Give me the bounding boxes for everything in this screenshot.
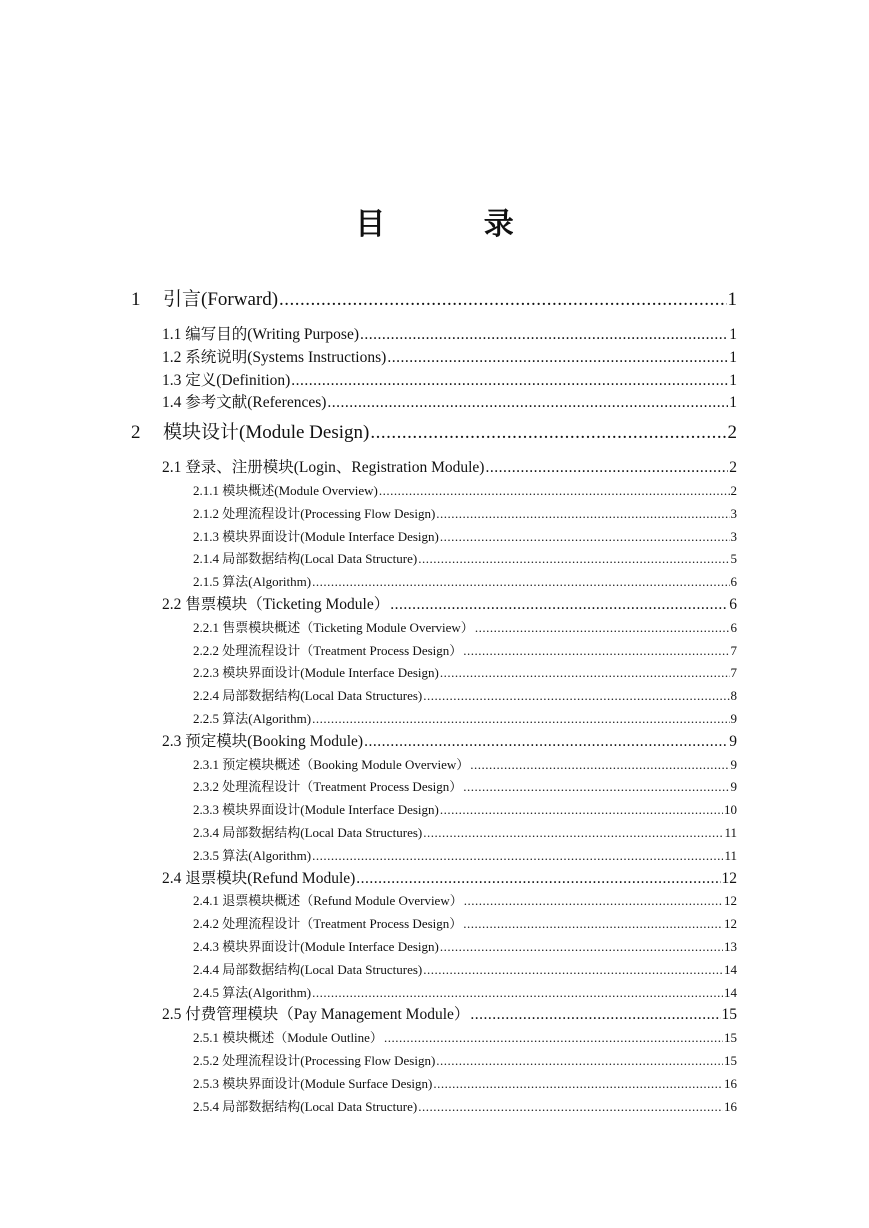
toc-entry[interactable] [193, 799, 737, 822]
toc-entry-label [193, 526, 439, 549]
toc-entry[interactable] [193, 480, 737, 503]
toc-entry-title: 2.5.3 模块界面设计(Module Surface Design) [193, 1075, 433, 1091]
toc-page-number: 15 [724, 1052, 737, 1068]
toc-entry-label [193, 799, 439, 822]
toc-page-number: 14 [724, 961, 737, 977]
toc-page-number: 1 [727, 289, 737, 310]
toc-page-number: 11 [724, 847, 737, 863]
toc-entry-title: 2.2.2 处理流程设计（Treatment Process Design） [193, 642, 463, 658]
toc-page-number: 2 [730, 482, 737, 498]
toc-dot-leader [463, 640, 729, 663]
toc-entry[interactable] [193, 1073, 737, 1096]
toc-page-number: 12 [724, 916, 737, 932]
toc-entry-title: 2.2.3 模块界面设计(Module Interface Design) [193, 665, 439, 681]
toc-page-number: 5 [730, 551, 737, 567]
toc-dot-leader [436, 1050, 723, 1073]
toc-entry[interactable] [193, 662, 737, 685]
toc-entry-title: 2.1.3 模块界面设计(Module Interface Design) [193, 528, 439, 544]
toc-entry-title: 2.5.1 模块概述（Module Outline） [193, 1030, 383, 1046]
toc-entry[interactable] [193, 1096, 737, 1119]
toc-entry-title: 2.4.4 局部数据结构(Local Data Structures) [193, 961, 423, 977]
toc-dot-leader [475, 617, 730, 640]
toc-dot-leader [433, 1073, 723, 1096]
toc-page-number: 3 [730, 528, 737, 544]
toc-page-number: 11 [724, 824, 737, 840]
toc-entry-label [193, 754, 469, 777]
toc-dot-leader [312, 982, 723, 1005]
toc-dot-leader [436, 503, 729, 526]
toc-entry[interactable] [193, 936, 737, 959]
toc-dot-leader [485, 457, 728, 480]
toc-dot-leader [291, 370, 728, 393]
toc-dot-leader [423, 959, 723, 982]
toc-dot-leader [418, 1096, 723, 1119]
toc-page-number: 16 [724, 1098, 737, 1114]
toc-entry-title: 2.1.1 模块概述(Module Overview) [193, 482, 378, 498]
toc-page-number: 9 [730, 779, 737, 795]
toc-page-number: 15 [724, 1030, 737, 1046]
toc-entry-label [193, 776, 462, 799]
toc-entry-title: 1.4 参考文献(References) [162, 394, 327, 412]
toc-dot-leader [312, 571, 729, 594]
toc-entry-label [162, 868, 355, 891]
toc-dot-leader [464, 890, 723, 913]
toc-page-number: 2 [727, 422, 737, 444]
toc-entry-title: 2.4.5 算法(Algorithm) [193, 984, 312, 1000]
toc-dot-leader [470, 1004, 720, 1027]
toc-page-number: 8 [730, 688, 737, 704]
toc-entry-title: 2.1.5 算法(Algorithm) [193, 574, 312, 590]
toc-dot-leader [356, 868, 720, 891]
toc-entry-title: 2.2.1 售票模块概述（Ticketing Module Overview） [193, 619, 474, 635]
toc-page-number: 9 [729, 732, 737, 750]
toc-entry-label [193, 503, 435, 526]
toc-dot-leader [312, 845, 723, 868]
toc-entry[interactable] [162, 347, 737, 370]
toc-entry-label [162, 1004, 469, 1027]
toc-entry-title: 2.5 付费管理模块（Pay Management Module） [162, 1006, 470, 1024]
toc-entry-title: 2.3 预定模块(Booking Module) [162, 732, 364, 750]
toc-title: 目 录 [355, 207, 558, 242]
toc-page-number: 1 [729, 371, 737, 389]
toc-entry-title: 2.2.5 算法(Algorithm) [193, 710, 312, 726]
toc-entry[interactable] [162, 324, 737, 347]
toc-dot-leader [364, 731, 728, 754]
toc-entry-title: 2.3.4 局部数据结构(Local Data Structures) [193, 824, 423, 840]
toc-dot-leader [387, 347, 728, 370]
toc-entry-title: 2.3.5 算法(Algorithm) [193, 847, 312, 863]
toc-entry-label [162, 347, 386, 370]
toc-dot-leader [379, 480, 730, 503]
toc-entry-title: 模块设计(Module Design) [163, 422, 370, 444]
toc-entry-title: 1.3 定义(Definition) [162, 371, 291, 389]
toc-entry-title: 2.1.2 处理流程设计(Processing Flow Design) [193, 505, 436, 521]
toc-entry[interactable] [193, 822, 737, 845]
toc-entry[interactable] [193, 754, 737, 777]
toc-page-number: 9 [730, 710, 737, 726]
toc-entry-label [193, 685, 422, 708]
toc-entry-title: 2.3.2 处理流程设计（Treatment Process Design） [193, 779, 463, 795]
toc-entry-label [193, 913, 462, 936]
toc-page-number: 1 [729, 348, 737, 366]
toc-page-number: 3 [730, 505, 737, 521]
toc-entry-label [162, 370, 290, 393]
toc-entry-label [193, 1050, 435, 1073]
toc-dot-leader [423, 822, 723, 845]
toc-entry-label [193, 959, 422, 982]
toc-entry[interactable] [162, 370, 737, 393]
toc-page-number: 7 [730, 665, 737, 681]
toc-entry-label [193, 480, 378, 503]
toc-entry-number: 1 [131, 289, 141, 310]
toc-entry-label [162, 731, 363, 754]
toc-entry[interactable] [193, 959, 737, 982]
toc-page-number: 1 [729, 394, 737, 412]
toc-entry[interactable] [162, 457, 737, 480]
toc-entry-title: 2.3.1 预定模块概述（Booking Module Overview） [193, 756, 470, 772]
toc-entry[interactable] [193, 640, 737, 663]
toc-entry[interactable] [193, 982, 737, 1005]
toc-page-number: 10 [724, 802, 737, 818]
toc-page-number: 9 [730, 756, 737, 772]
toc-page-number: 6 [730, 619, 737, 635]
toc-entry-title: 2.5.4 局部数据结构(Local Data Structure) [193, 1098, 418, 1114]
toc-entry[interactable] [193, 571, 737, 594]
toc-entry-label [193, 708, 311, 731]
table-of-contents [0, 286, 869, 1118]
toc-entry-title: 2.1 登录、注册模块(Login、Registration Module) [162, 459, 485, 477]
toc-entry-label [193, 617, 474, 640]
toc-entry[interactable] [162, 868, 737, 891]
toc-entry-title: 1.1 编写目的(Writing Purpose) [162, 326, 359, 343]
toc-entry[interactable] [162, 392, 737, 415]
toc-entry-label [131, 286, 278, 314]
toc-entry-label [193, 845, 311, 868]
toc-dot-leader [370, 419, 726, 447]
toc-entry-label [193, 548, 417, 571]
toc-page-number: 15 [721, 1006, 737, 1024]
toc-entry-label [162, 594, 389, 617]
toc-dot-leader [279, 286, 726, 314]
toc-page-number: 7 [730, 642, 737, 658]
toc-dot-leader [463, 913, 723, 936]
toc-entry[interactable] [193, 913, 737, 936]
toc-dot-leader [360, 324, 728, 347]
toc-entry-label [162, 457, 484, 480]
toc-entry[interactable] [193, 1050, 737, 1073]
toc-dot-leader [327, 392, 728, 415]
toc-page-number: 12 [724, 893, 737, 909]
toc-entry[interactable] [162, 594, 737, 617]
toc-dot-leader [384, 1027, 723, 1050]
toc-entry-title: 2.3.3 模块界面设计(Module Interface Design) [193, 802, 439, 818]
toc-entry-label [193, 890, 463, 913]
toc-entry-label [193, 1073, 432, 1096]
toc-entry-label [131, 419, 369, 447]
toc-entry[interactable] [193, 708, 737, 731]
toc-entry-title: 2.1.4 局部数据结构(Local Data Structure) [193, 551, 418, 567]
toc-entry-title: 2.4 退票模块(Refund Module) [162, 869, 356, 887]
toc-entry-label [193, 822, 422, 845]
toc-entry[interactable] [193, 845, 737, 868]
toc-entry-title: 2.2 售票模块（Ticketing Module） [162, 595, 390, 613]
toc-dot-leader [423, 685, 729, 708]
toc-entry-label [193, 936, 439, 959]
toc-entry[interactable] [131, 419, 737, 455]
toc-page-number: 12 [721, 869, 737, 887]
toc-dot-leader [440, 799, 723, 822]
toc-entry-title: 2.4.1 退票模块概述（Refund Module Overview） [193, 893, 463, 909]
toc-entry-title: 2.2.4 局部数据结构(Local Data Structures) [193, 688, 423, 704]
toc-dot-leader [440, 662, 730, 685]
toc-page-number: 13 [724, 938, 737, 954]
toc-entry-title: 2.5.2 处理流程设计(Processing Flow Design) [193, 1052, 436, 1068]
toc-entry-label [193, 1096, 417, 1119]
toc-entry-number: 2 [131, 422, 141, 444]
toc-entry[interactable] [162, 1004, 737, 1027]
toc-dot-leader [440, 936, 723, 959]
toc-page-number: 2 [729, 459, 737, 477]
toc-entry-label [162, 324, 359, 347]
toc-entry[interactable] [193, 1027, 737, 1050]
toc-page-number: 6 [730, 574, 737, 590]
toc-entry[interactable] [193, 890, 737, 913]
toc-entry-title: 1.2 系统说明(Systems Instructions) [162, 348, 387, 366]
toc-entry[interactable] [162, 731, 737, 754]
toc-dot-leader [440, 526, 730, 549]
toc-dot-leader [463, 776, 729, 799]
toc-page-number: 6 [729, 595, 737, 613]
toc-page-number: 1 [729, 326, 737, 343]
toc-dot-leader [390, 594, 728, 617]
toc-page-number: 14 [724, 984, 737, 1000]
toc-entry-label [162, 392, 326, 415]
toc-entry[interactable] [193, 685, 737, 708]
toc-entry[interactable] [193, 526, 737, 549]
toc-entry[interactable] [193, 617, 737, 640]
toc-entry[interactable] [193, 776, 737, 799]
toc-dot-leader [312, 708, 729, 731]
toc-entry-title: 引言(Forward) [163, 289, 279, 310]
toc-entry-label [193, 982, 311, 1005]
toc-entry[interactable] [131, 286, 737, 322]
toc-entry-label [193, 1027, 383, 1050]
toc-entry-label [193, 640, 462, 663]
toc-page-number: 16 [724, 1075, 737, 1091]
toc-entry-title: 2.4.3 模块界面设计(Module Interface Design) [193, 938, 439, 954]
toc-dot-leader [470, 754, 729, 777]
toc-entry[interactable] [193, 503, 737, 526]
toc-dot-leader [418, 548, 729, 571]
toc-entry-title: 2.4.2 处理流程设计（Treatment Process Design） [193, 916, 463, 932]
toc-entry-label [193, 571, 311, 594]
toc-entry-label [193, 662, 439, 685]
toc-entry[interactable] [193, 548, 737, 571]
